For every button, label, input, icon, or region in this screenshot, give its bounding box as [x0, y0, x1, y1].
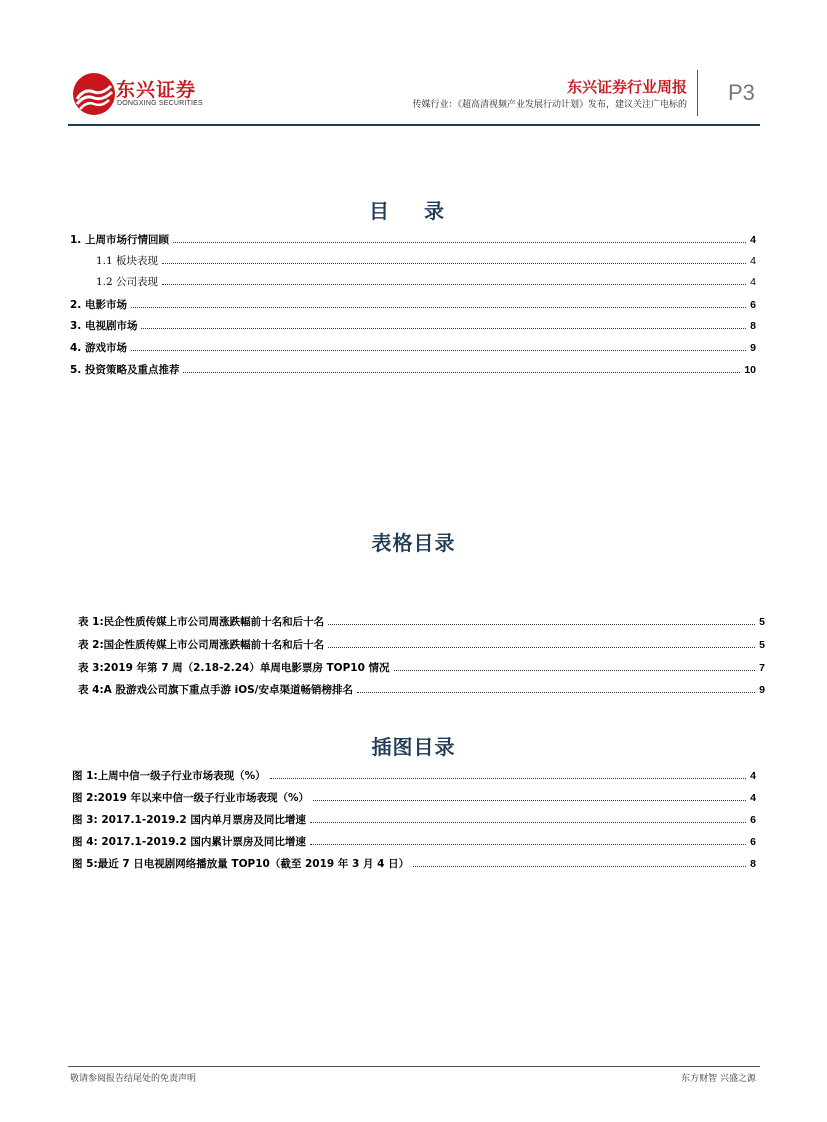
figure-entry[interactable]	[72, 768, 756, 782]
leader-dots	[162, 274, 746, 285]
toc-entry-page: 9	[750, 342, 756, 354]
figure-entry-page: 4	[750, 792, 756, 804]
figure-entry-label: 图 5:最近 7 日电视剧网络播放量 TOP10（截至 2019 年 3 月 4 日）	[72, 858, 410, 870]
toc-entry-page: 10	[744, 364, 756, 376]
table-entry[interactable]	[78, 637, 765, 651]
company-logo	[72, 72, 202, 116]
header-rule	[68, 124, 760, 126]
company-slogan: 东方财智 兴盛之源	[681, 1074, 756, 1084]
leader-dots	[328, 637, 755, 648]
toc-entry-label: 1. 上周市场行情回顾	[70, 234, 169, 246]
toc-entry[interactable]	[70, 362, 756, 376]
toc-entry[interactable]	[96, 253, 756, 267]
toc-entry[interactable]	[70, 318, 756, 332]
figure-entry[interactable]	[72, 834, 756, 848]
figure-entry[interactable]	[72, 812, 756, 826]
table-entry-label: 表 3:2019 年第 7 周（2.18-2.24）单周电影票房 TOP10 情况	[78, 662, 390, 674]
table-entry[interactable]	[78, 660, 765, 674]
table-entry-page: 5	[759, 616, 765, 628]
logo-english-name: DONGXING SECURITIES	[117, 100, 203, 107]
toc-entry-label: 5. 投资策略及重点推荐	[70, 364, 180, 376]
toc-entry[interactable]	[70, 297, 756, 311]
table-entry-label: 表 4:A 股游戏公司旗下重点手游 iOS/安卓渠道畅销榜排名	[78, 684, 354, 696]
figure-entry-label: 图 2:2019 年以来中信一级子行业市场表现（%）	[72, 792, 310, 804]
toc-entry-page: 8	[750, 320, 756, 332]
leader-dots	[141, 318, 746, 329]
toc-entry-label: 1.2 公司表现	[96, 276, 159, 288]
table-entry[interactable]	[78, 614, 765, 628]
toc-entry-label: 4. 游戏市场	[70, 342, 127, 354]
table-entry[interactable]	[78, 682, 765, 696]
toc-entry-page: 4	[750, 255, 756, 267]
figure-entry[interactable]	[72, 856, 756, 870]
report-subtitle: 传媒行业：《超高清视频产业发展行动计划》发布，建议关注广电标的	[412, 100, 687, 110]
footer-rule	[68, 1066, 760, 1067]
figure-entry-label: 图 3: 2017.1-2019.2 国内单月票房及同比增速	[72, 814, 306, 826]
table-entry-page: 7	[759, 662, 765, 674]
logo-chinese-name: 东兴证券	[116, 79, 197, 101]
leader-dots	[131, 297, 746, 308]
toc-title: 目 录	[369, 199, 458, 223]
leader-dots	[183, 362, 740, 373]
tables-title: 表格目录	[371, 531, 456, 555]
leader-dots	[270, 768, 746, 779]
toc-entry[interactable]	[70, 232, 756, 246]
table-entry-label: 表 2:国企性质传媒上市公司周涨跌幅前十名和后十名	[78, 639, 325, 651]
disclaimer-note: 敬请参阅报告结尾处的免责声明	[70, 1074, 197, 1084]
figure-entry-label: 图 1:上周中信一级子行业市场表现（%）	[72, 770, 266, 782]
toc-entry-page: 6	[750, 299, 756, 311]
figure-entry-label: 图 4: 2017.1-2019.2 国内累计票房及同比增速	[72, 836, 306, 848]
leader-dots	[413, 856, 746, 867]
toc-entry-page: 4	[750, 234, 756, 246]
figure-entry[interactable]	[72, 790, 756, 804]
toc-entry-label: 2. 电影市场	[70, 299, 127, 311]
toc-entry[interactable]	[70, 340, 756, 354]
toc-entry-page: 4	[750, 276, 756, 288]
toc-entry-label: 1.1 板块表现	[96, 255, 159, 267]
leader-dots	[131, 340, 746, 351]
leader-dots	[173, 232, 746, 243]
report-title: 东兴证券行业周报	[566, 78, 687, 96]
table-entry-page: 5	[759, 639, 765, 651]
figure-entry-page: 8	[750, 858, 756, 870]
leader-dots	[162, 253, 746, 264]
figure-entry-page: 4	[750, 770, 756, 782]
toc-entry-label: 3. 电视剧市场	[70, 320, 138, 332]
figures-title: 插图目录	[371, 735, 456, 759]
page-number: P3	[728, 80, 755, 105]
dongxing-logo-icon	[72, 72, 116, 116]
leader-dots	[310, 812, 746, 823]
toc-entry[interactable]	[96, 274, 756, 288]
header-divider	[697, 70, 698, 116]
table-entry-page: 9	[759, 684, 765, 696]
leader-dots	[328, 614, 755, 625]
figure-entry-page: 6	[750, 814, 756, 826]
leader-dots	[394, 660, 756, 671]
leader-dots	[310, 834, 746, 845]
figure-entry-page: 6	[750, 836, 756, 848]
leader-dots	[313, 790, 746, 801]
table-entry-label: 表 1:民企性质传媒上市公司周涨跌幅前十名和后十名	[78, 616, 325, 628]
leader-dots	[357, 682, 755, 693]
